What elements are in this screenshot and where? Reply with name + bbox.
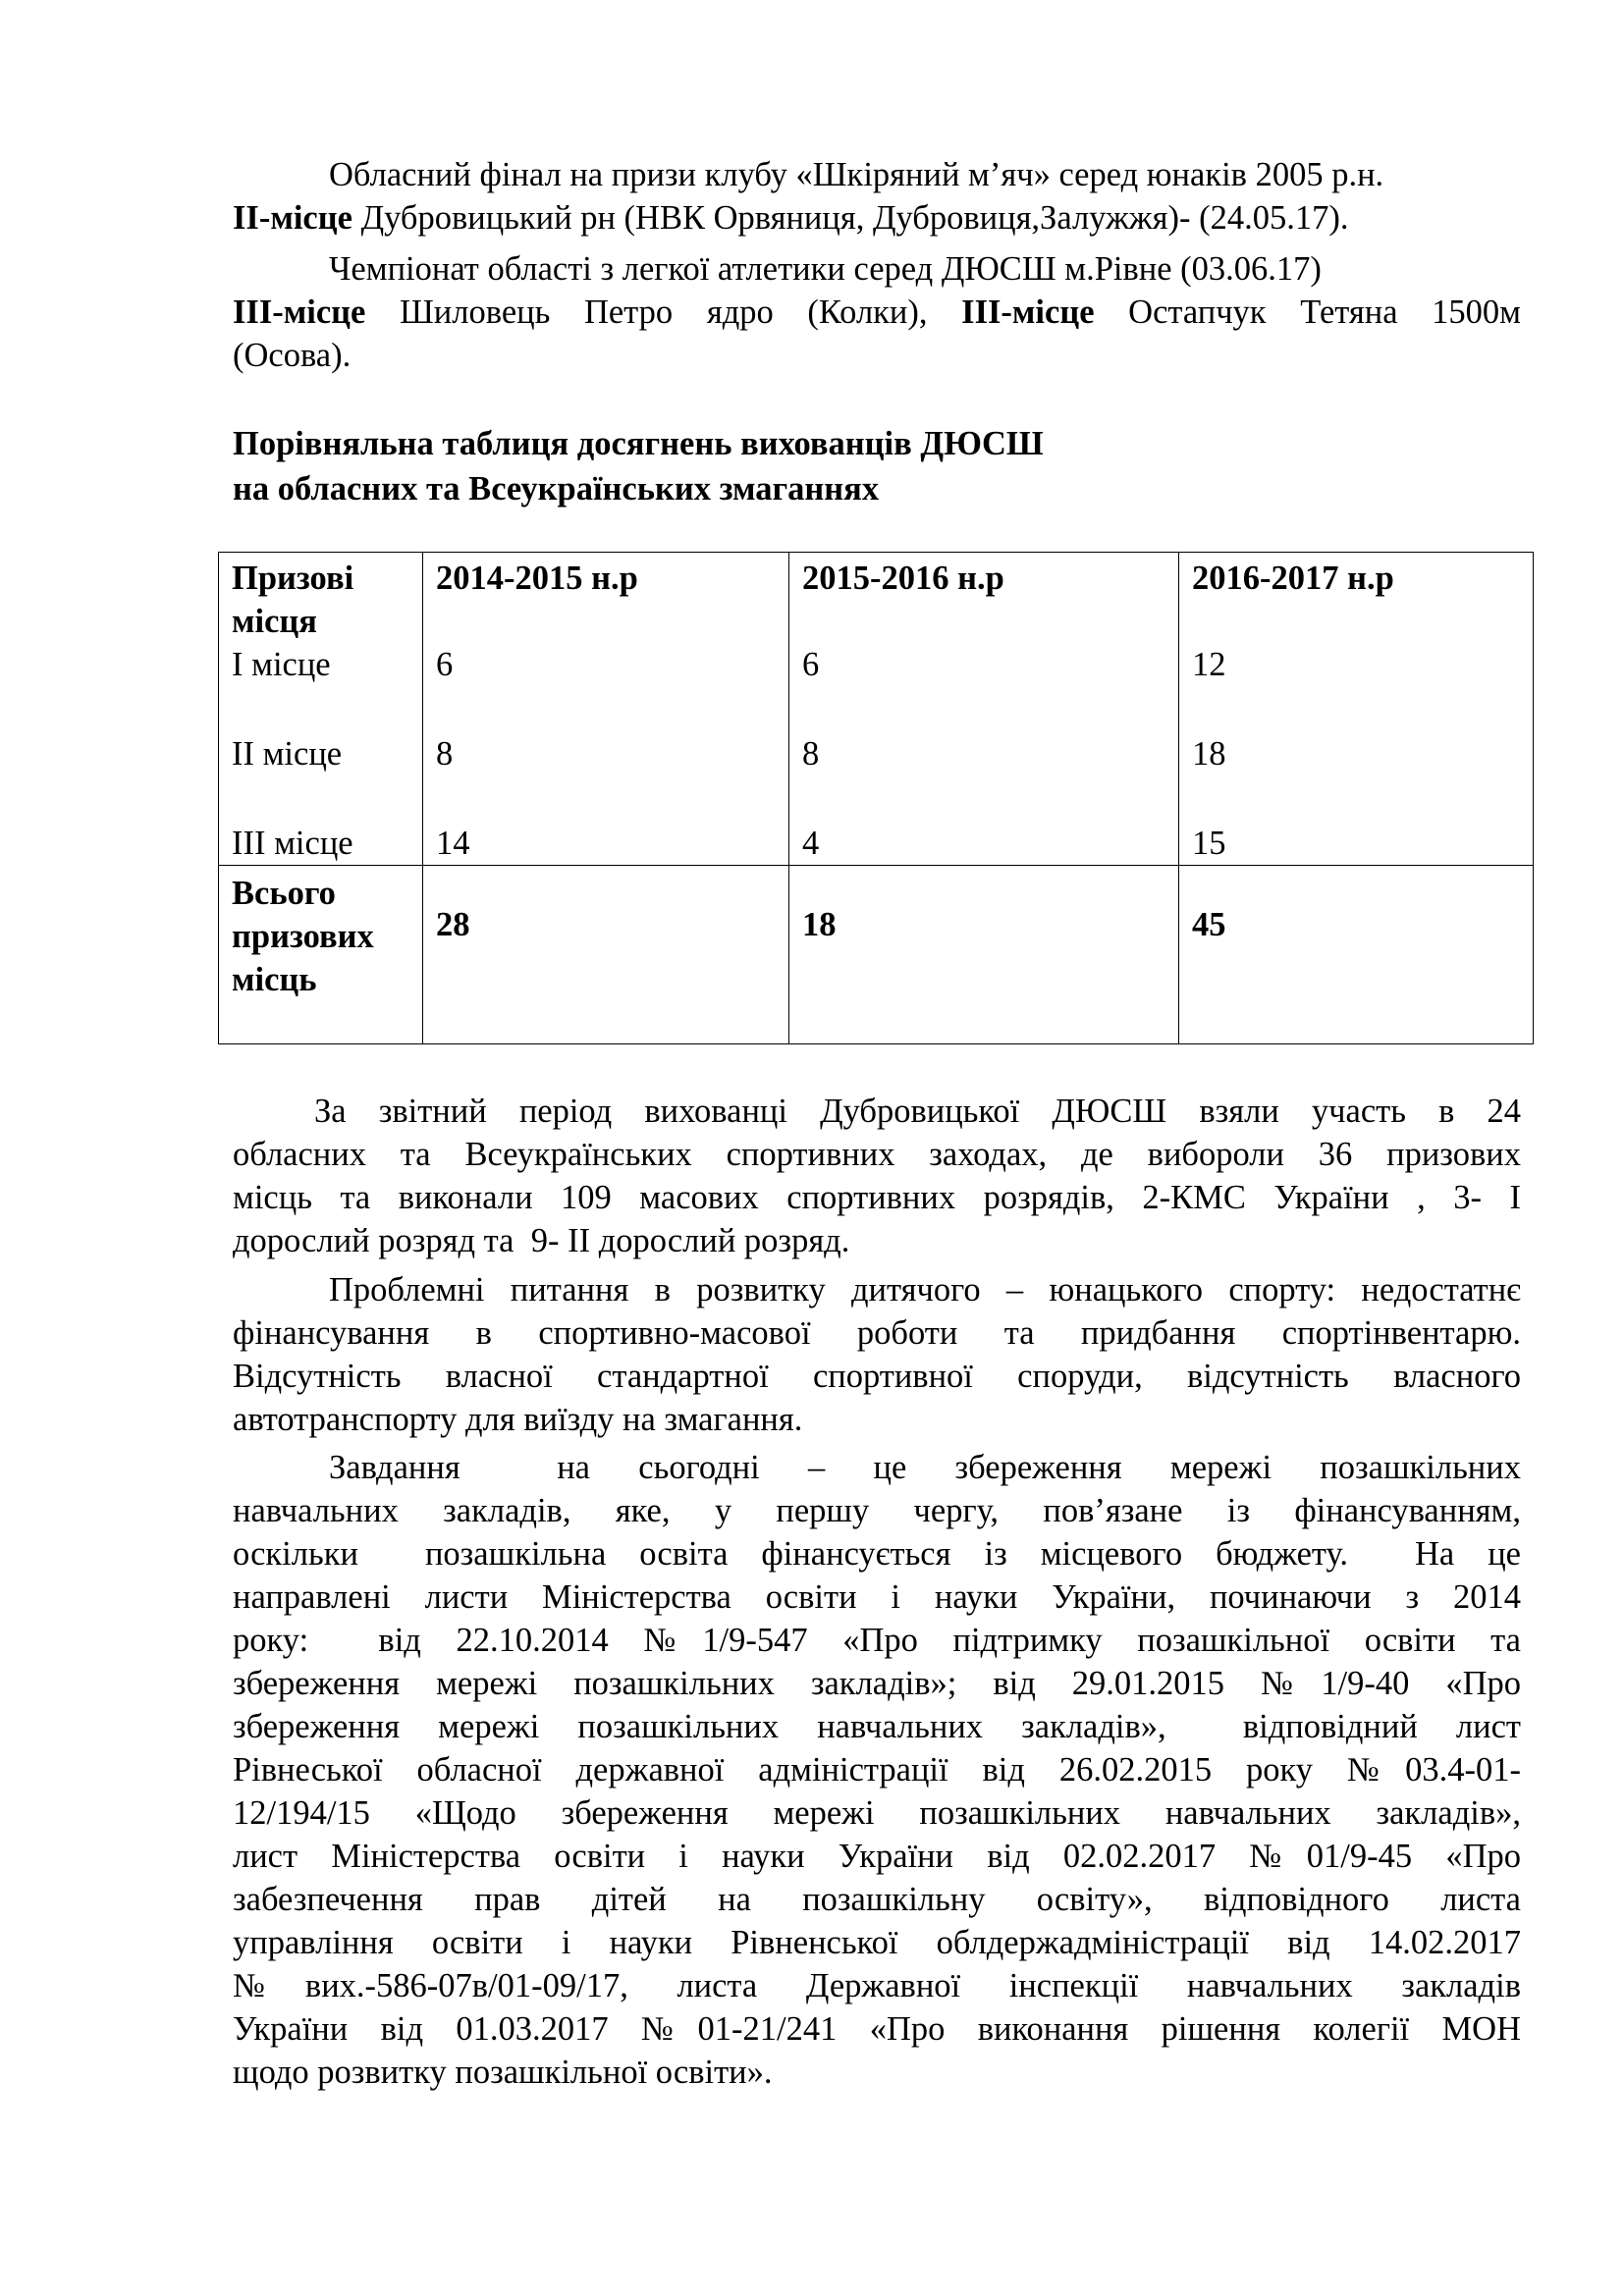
- p1-line: дорослий розряд та 9- ІІ дорослий розряд.: [233, 1222, 850, 1259]
- p3-line: збереження мережі позашкільних закладів»; від 29.01.2015 №1/9-40 «Про: [233, 1665, 1521, 1702]
- intro-line-4: [233, 291, 1521, 334]
- p3-line: 12/194/15 «Щодо збереження мережі позашкільних навчальних закладів»,: [233, 1794, 1521, 1832]
- p3-line: №вих.-586-07в/01-09/17, листа Державної інспекції навчальних закладів: [233, 1967, 1521, 2004]
- p3-line: року: від 22.10.2014 №1/9-547 «Про підтримку позашкільної освіти та: [233, 1622, 1521, 1659]
- p3-line: управління освіти і науки Рівненської облдержадміністрації від 14.02.2017: [233, 1924, 1521, 1961]
- table-cell: 15: [1192, 825, 1226, 862]
- intro-line-4-text-2: Остапчук Тетяна 1500м: [1094, 294, 1521, 331]
- table-cell: 8: [802, 735, 820, 773]
- table-heading-line-1: Порівняльна таблиця досягнень вихованців ДЮСШ: [233, 425, 1044, 462]
- intro-line-2-text: Дубровицький рн (НВК Орвяниця, Дубровиця,Залужжя)- (24.05.17).: [352, 199, 1349, 237]
- table-places-row: [219, 643, 1534, 866]
- place-label: ІІ-місце: [233, 199, 352, 237]
- p3-line: забезпечення прав дітей на позашкільну освіту», відповідного листа: [233, 1881, 1521, 1918]
- p3-line: збереження мережі позашкільних навчальних закладів», відповідний лист: [233, 1708, 1521, 1745]
- p1-line: місць та виконали 109 масових спортивних розрядів, 2-КМС України , 3- І: [233, 1179, 1521, 1216]
- table-cell: 6: [802, 646, 820, 683]
- table-total-cell: 45: [1179, 866, 1534, 1044]
- table-cell: ІІ місце: [232, 735, 343, 773]
- table-header-cell: Призові місця: [219, 553, 423, 644]
- place-label: ІІІ-місце: [961, 294, 1095, 331]
- table-cell: ІІІ місце: [232, 825, 353, 862]
- results-table: [218, 552, 1534, 1044]
- table-cell: 12: [1192, 646, 1226, 683]
- table-cell: 14: [436, 825, 470, 862]
- table-cell: І місце: [232, 646, 331, 683]
- intro-line-3: Чемпіонат області з легкої атлетики серед ДЮСШ м.Рівне (03.06.17): [329, 250, 1322, 288]
- table-row-labels: [219, 643, 423, 866]
- table-total-cell: 18: [789, 866, 1179, 1044]
- table-total-row: [219, 866, 1534, 1044]
- p2-line: автотранспорту для виїзду на змагання.: [233, 1401, 803, 1438]
- table-cell: 6: [436, 646, 454, 683]
- table-cell: 4: [802, 825, 820, 862]
- intro-line-5: (Осова).: [233, 337, 352, 374]
- p2-line: фінансування в спортивно-масової роботи та придбання спортінвентарю.: [233, 1314, 1521, 1352]
- p1-line: обласних та Всеукраїнських спортивних заходах, де вибороли 36 призових: [233, 1136, 1521, 1173]
- table-column-2016: [1179, 643, 1534, 866]
- table-heading-line-2: на обласних та Всеукраїнських змаганнях: [233, 470, 880, 507]
- table-total-cell: 28: [423, 866, 789, 1044]
- p3-line: направлені листи Міністерства освіти і науки України, починаючи з 2014: [233, 1578, 1521, 1616]
- table-header-cell: 2016-2017 н.р: [1179, 553, 1534, 644]
- p3-line: лист Міністерства освіти і науки України від 02.02.2017 №01/9-45 «Про: [233, 1838, 1521, 1875]
- p1-line: За звітний період вихованці Дубровицької ДЮСШ взяли участь в 24: [314, 1093, 1521, 1130]
- intro-line-2: [233, 196, 1348, 240]
- p3-line: оскільки позашкільна освіта фінансується із місцевого бюджету. На це: [233, 1535, 1521, 1573]
- p2-line: Проблемні питання в розвитку дитячого – юнацького спорту: недостатнє: [329, 1271, 1521, 1308]
- table-column-2015: [789, 643, 1179, 866]
- table-header-cell: 2015-2016 н.р: [789, 553, 1179, 644]
- p2-line: Відсутність власної стандартної спортивної споруди, відсутність власного: [233, 1358, 1521, 1395]
- intro-line-1: Обласний фінал на призи клубу «Шкіряний м’яч» серед юнаків 2005 р.н.: [329, 156, 1384, 193]
- p3-line: України від 01.03.2017 №01-21/241 «Про виконання рішення колегії МОН: [233, 2010, 1521, 2048]
- table-cell: 8: [436, 735, 454, 773]
- table-header-cell: 2014-2015 н.р: [423, 553, 789, 644]
- table-column-2014: [423, 643, 789, 866]
- place-label: ІІІ-місце: [233, 294, 366, 331]
- table-header-row: [219, 553, 1534, 644]
- table-cell: 18: [1192, 735, 1226, 773]
- intro-line-4-text-1: Шиловець Петро ядро (Колки),: [365, 294, 962, 331]
- p3-line: Рівнеської обласної державної адміністрації від 26.02.2015 року №03.4-01-: [233, 1751, 1521, 1789]
- p3-line: Завдання на сьогодні – це збереження мережі позашкільних: [329, 1449, 1521, 1486]
- table-total-label: Всього призових місць: [219, 866, 423, 1044]
- p3-line: щодо розвитку позашкільної освіти».: [233, 2054, 773, 2091]
- p3-line: навчальних закладів, яке, у першу чергу, пов’язане із фінансуванням,: [233, 1492, 1521, 1529]
